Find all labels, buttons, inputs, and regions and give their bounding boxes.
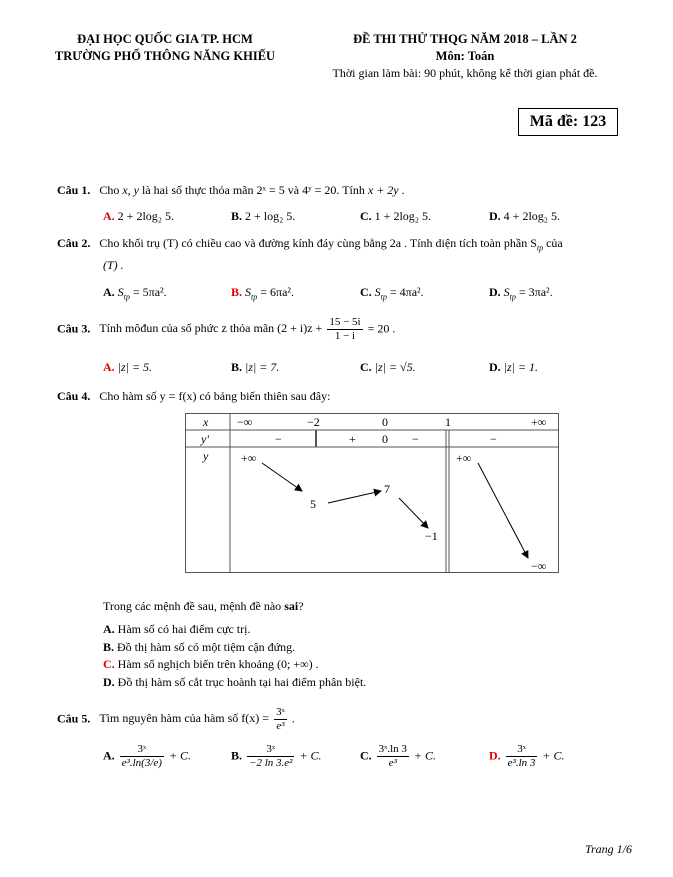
- option-5a[interactable]: A. $\frac{\text{3ˣ}}{\text{e³.ln(3/e)}}$ + C.: [103, 743, 192, 769]
- question-2: [57, 236, 563, 252]
- option-3d[interactable]: D. |z| = 1.: [489, 360, 539, 374]
- y-value: −∞: [531, 559, 547, 573]
- option-1d[interactable]: D. 4 + 2log₂ 5.: [489, 209, 560, 223]
- question-label: Câu 3.: [57, 321, 91, 336]
- option-1c[interactable]: C. 1 + 2log₂ 5.: [360, 209, 431, 223]
- statement-4c[interactable]: C. Hàm số nghịch biến trên khoảng (0; +∞) .: [103, 657, 319, 671]
- yprime-sign: −: [275, 432, 282, 446]
- question-4: [57, 389, 330, 404]
- row-label-yprime: y': [201, 432, 209, 446]
- question-2-continuation: (T) .: [103, 258, 124, 272]
- option-2c[interactable]: C. $S_{tp} = 4\pi a^2$.: [360, 285, 424, 302]
- x-value: −∞: [237, 415, 253, 429]
- university-name: ĐẠI HỌC QUỐC GIA TP. HCM: [77, 32, 253, 46]
- row-label-x: x: [203, 415, 209, 429]
- option-1a[interactable]: A. 2 + 2log₂ 5.: [103, 209, 174, 223]
- yprime-sign: −: [490, 432, 497, 446]
- question-5: Câu 5. Tìm nguyên hàm của hàm số f(x) = $\frac{\text{3ˣ}}{\text{e³}}$ .: [57, 706, 295, 732]
- y-value: −1: [425, 529, 438, 543]
- option-3a[interactable]: A. |z| = 5.: [103, 360, 153, 374]
- question-label: Câu 2.: [57, 236, 91, 250]
- time-limit: Thời gian làm bài: 90 phút, không kể thời gian phát đề.: [332, 66, 598, 80]
- y-value: 7: [384, 482, 390, 496]
- arrow-decreasing-1: [262, 463, 302, 491]
- statement-4b[interactable]: B. Đồ thị hàm số có một tiệm cận đứng.: [103, 640, 296, 654]
- question-label: Câu 4.: [57, 389, 91, 403]
- question-label: Câu 1.: [57, 183, 91, 197]
- variation-table: [185, 413, 559, 573]
- yprime-sign: +: [349, 432, 356, 446]
- question-label: Câu 5.: [57, 711, 91, 726]
- y-value: 5: [310, 497, 316, 511]
- arrow-decreasing-3: [478, 463, 528, 558]
- y-value: +∞: [241, 451, 257, 465]
- exam-code-box: Mã đề: 123: [518, 108, 618, 136]
- question-1: [57, 183, 405, 198]
- yprime-sign: −: [412, 432, 419, 446]
- statement-4d[interactable]: D. Đồ thị hàm số cắt trục hoành tại hai điểm phân biệt.: [103, 675, 367, 689]
- arrow-increasing: [328, 491, 381, 503]
- x-value: +∞: [531, 415, 547, 429]
- question-4-prompt: Trong các mệnh đề sau, mệnh đề nào sai?: [103, 599, 304, 613]
- option-5d[interactable]: D. $\frac{\text{3ˣ}}{\text{e³.ln 3}}$ + C.: [489, 743, 565, 769]
- option-2a[interactable]: A. $S_{tp} = 5\pi a^2$.: [103, 285, 167, 302]
- yprime-sign: 0: [382, 432, 388, 446]
- option-3b[interactable]: B. |z| = 7.: [231, 360, 280, 374]
- x-value: 1: [445, 415, 451, 429]
- statement-4a[interactable]: A. Hàm số có hai điểm cực trị.: [103, 622, 251, 636]
- option-1b[interactable]: B. 2 + log₂ 5.: [231, 209, 296, 223]
- page-number: Trang 1/6: [585, 842, 633, 856]
- x-value: 0: [382, 415, 388, 429]
- arrow-decreasing-2: [399, 498, 428, 528]
- option-3c[interactable]: C. |z| = √5.: [360, 360, 416, 374]
- question-text: Cho khối trụ (T) có chiều cao và đường kính đáy cùng bằng 2a . Tính diện tích toàn phần $S_{tp}$ của: [99, 236, 563, 253]
- option-2d[interactable]: D. $S_{tp} = 3\pi a^2$.: [489, 285, 553, 302]
- x-value: −2: [307, 415, 320, 429]
- fraction: $\frac{\text{3ˣ}}{\text{e³}}$: [276, 706, 285, 732]
- row-label-y: y: [203, 449, 209, 463]
- option-5b[interactable]: B. $\frac{\text{3ˣ}}{\text{−2 ln 3.e²}}$ + C.: [231, 743, 322, 769]
- y-value: +∞: [456, 451, 472, 465]
- question-text: Cho hàm số y = f(x) có bảng biến thiên sau đây:: [99, 389, 331, 403]
- subject: Môn: Toán: [435, 49, 495, 63]
- option-5c[interactable]: C. $\frac{\text{3ˣ.ln 3}}{\text{e³}}$ + C.: [360, 743, 437, 769]
- option-2b[interactable]: B. $S_{tp} = 6\pi a^2$.: [231, 285, 294, 302]
- question-3: Câu 3. Tính môđun của số phức z thỏa mãn (2 + i)z + $\frac{15 - 5i}{1 - i}$ = 20 .: [57, 316, 396, 342]
- variation-table-grid: [185, 413, 559, 573]
- fraction: $\frac{15 - 5i}{1 - i}$: [329, 316, 361, 342]
- question-text: Cho x, y là hai số thực thỏa mãn 2ˣ = 5 và 4ʸ = 20. Tính x + 2y .: [99, 183, 405, 197]
- question-text: Tính môđun của số phức z thỏa mãn (2 + i)z +: [99, 321, 323, 336]
- question-text: Tìm nguyên hàm của hàm số f(x) =: [99, 711, 270, 726]
- school-name: TRƯỜNG PHỔ THÔNG NĂNG KHIẾU: [54, 49, 276, 63]
- exam-title: ĐỀ THI THỬ THQG NĂM 2018 – LẦN 2: [353, 32, 577, 46]
